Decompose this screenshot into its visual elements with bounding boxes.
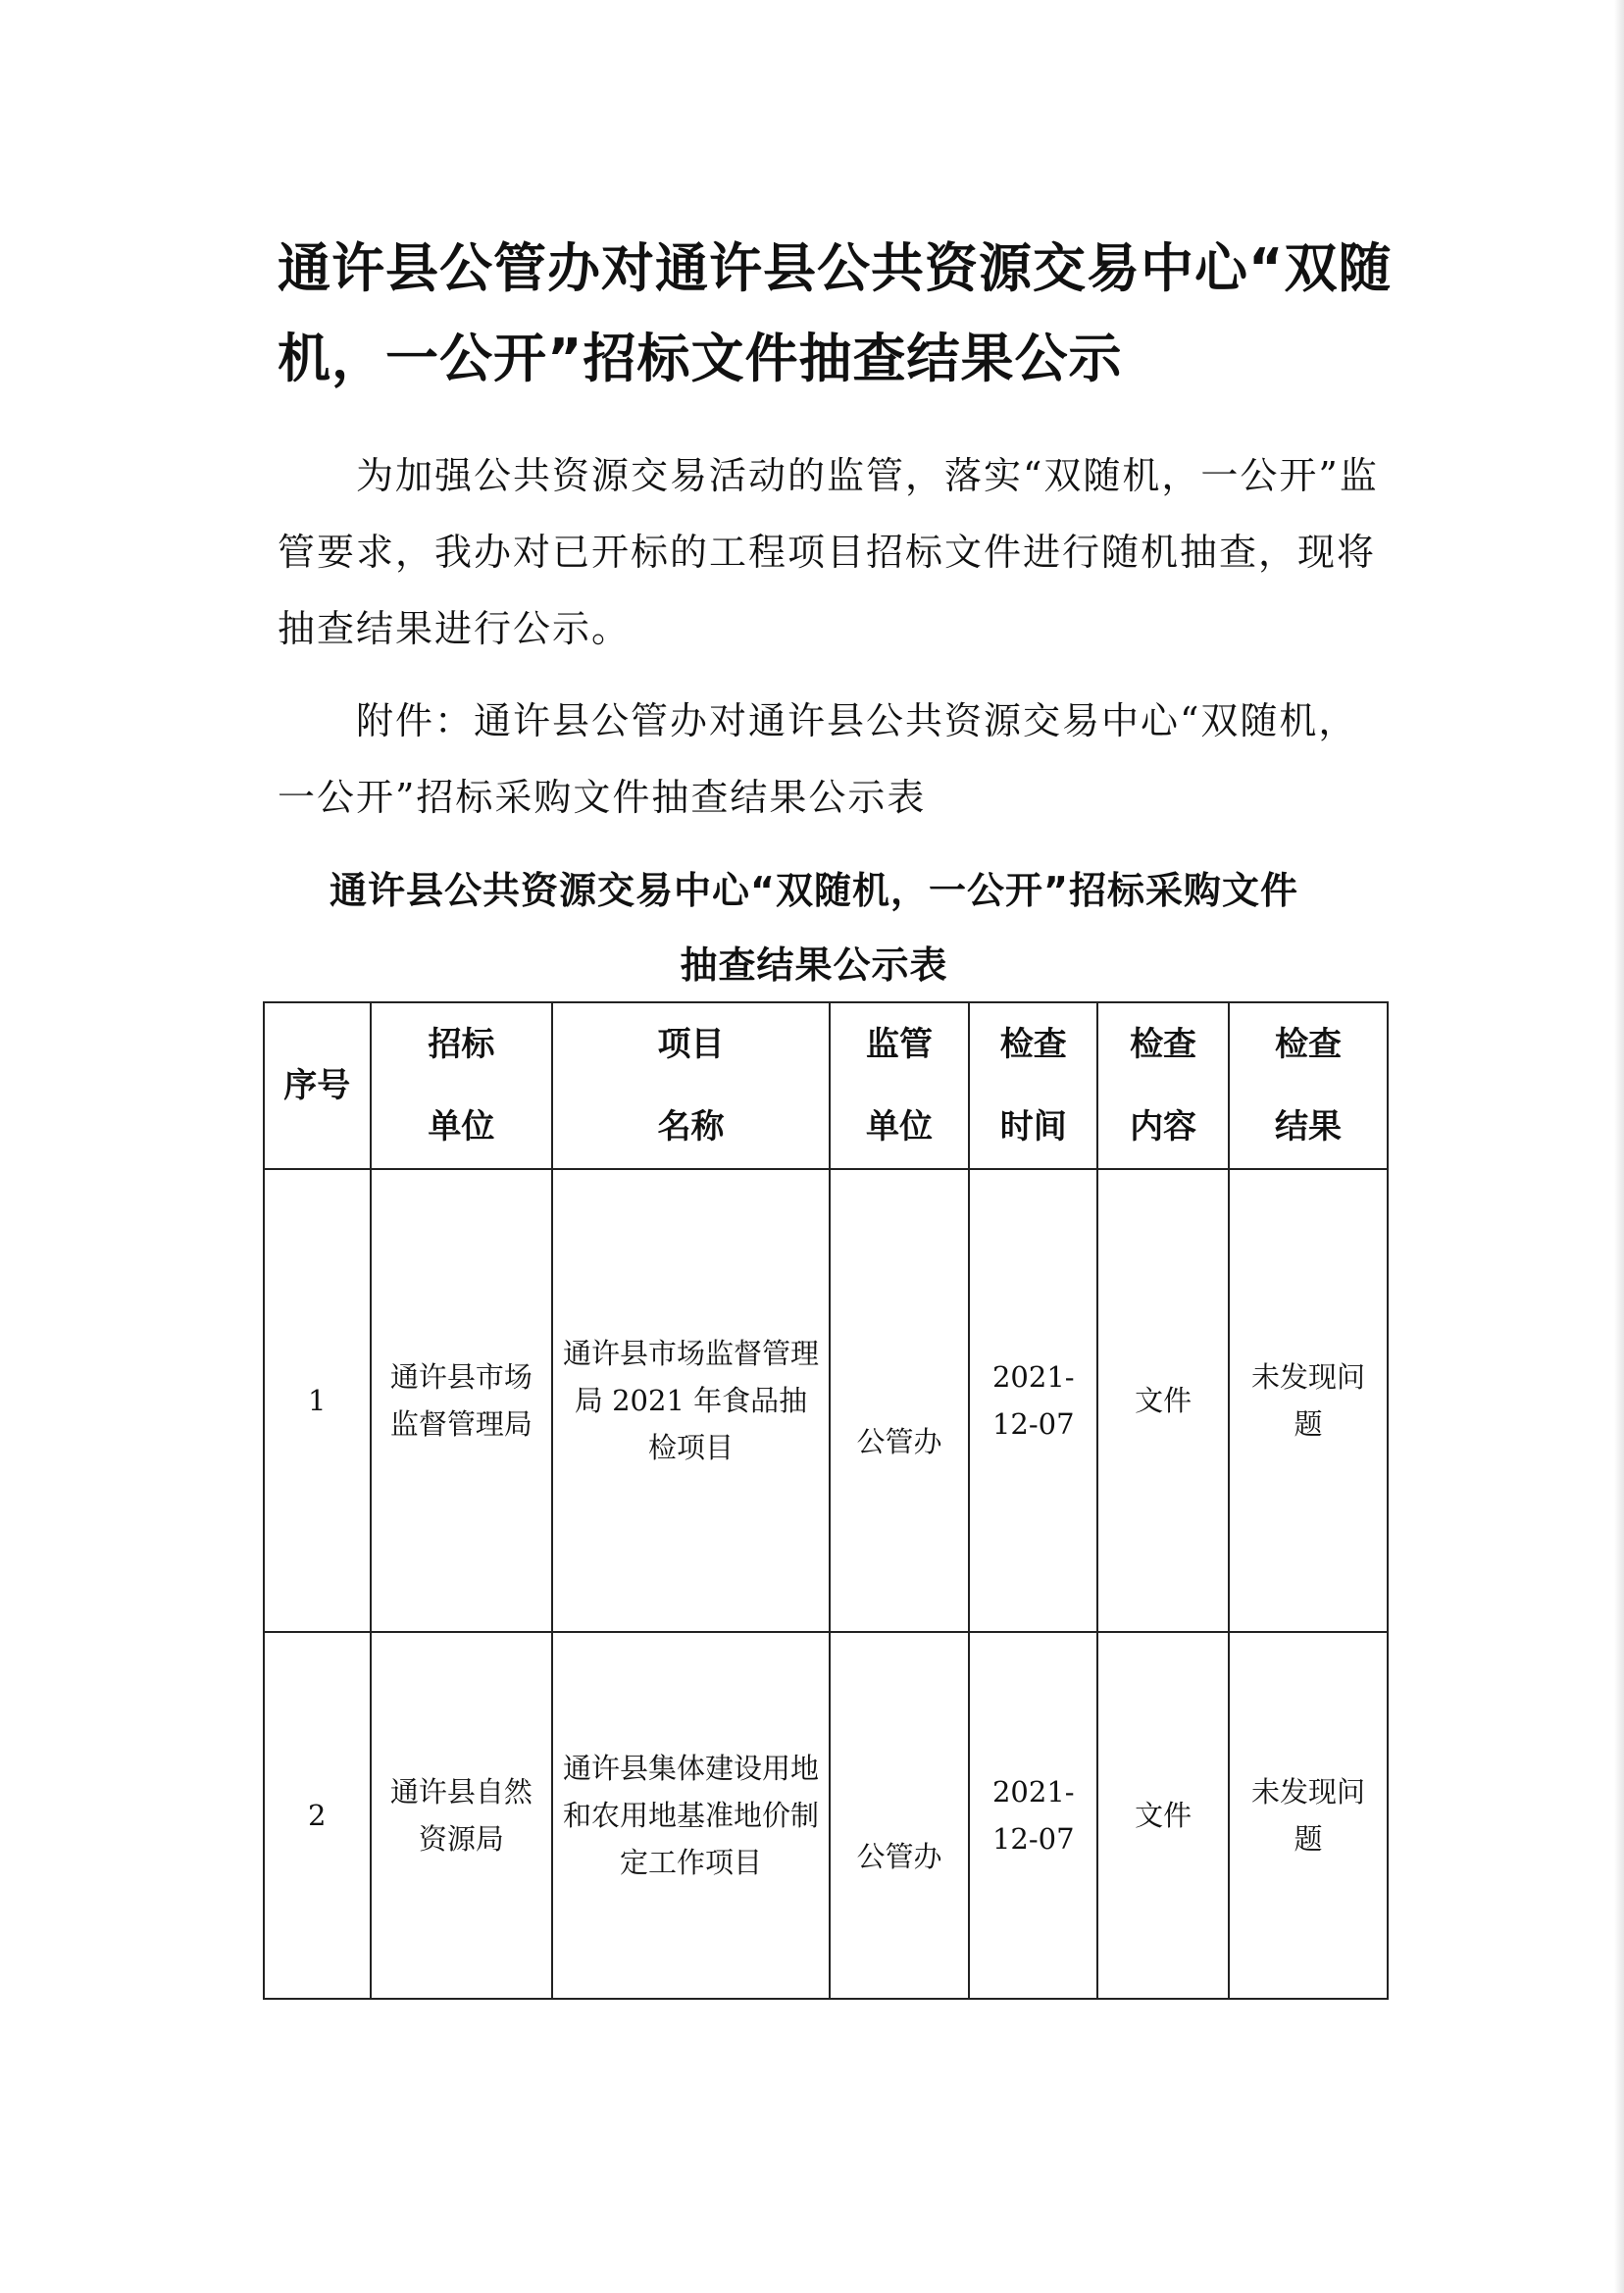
table-title-line-2: 抽查结果公示表 — [680, 943, 948, 987]
table-row — [264, 1169, 1388, 1632]
attachment-paragraph: 附件：通许县公管办对通许县公共资源交易中心“双随机，一公开”招标采购文件抽查结果公示表 — [278, 699, 1358, 819]
result-table — [263, 1001, 1389, 2000]
cell-check-result: 未发现问题 — [1229, 1632, 1388, 1999]
cell-project-name: 通许县市场监督管理局 2021 年食品抽检项目 — [552, 1169, 829, 1632]
cell-supervisor: 公管办 — [830, 1169, 970, 1632]
cell-index: 2 — [264, 1632, 371, 1999]
header-project-name: 项目 名称 — [552, 1002, 829, 1169]
cell-supervisor: 公管办 — [830, 1632, 970, 1999]
cell-tender-unit: 通许县市场监督管理局 — [371, 1169, 553, 1632]
cell-check-result: 未发现问题 — [1229, 1169, 1388, 1632]
document-title — [278, 224, 1396, 404]
header-check-date: 检查 时间 — [969, 1002, 1097, 1169]
header-index: 序号 — [264, 1002, 371, 1169]
document-title-line-2: 机，一公开”招标文件抽查结果公示 — [278, 328, 1123, 389]
scan-edge — [1614, 0, 1624, 2293]
table-row — [264, 1632, 1388, 1999]
table-header-row — [264, 1002, 1388, 1169]
header-check-result: 检查 结果 — [1229, 1002, 1388, 1169]
header-tender-unit: 招标 单位 — [371, 1002, 553, 1169]
cell-index: 1 — [264, 1169, 371, 1632]
header-supervisor: 监管 单位 — [830, 1002, 970, 1169]
cell-project-name: 通许县集体建设用地和农用地基准地价制定工作项目 — [552, 1632, 829, 1999]
document-title-line-1: 通许县公管办对通许县公共资源交易中心“双随 — [278, 237, 1393, 299]
cell-check-date: 2021- 12-07 — [969, 1632, 1097, 1999]
cell-check-content: 文件 — [1097, 1632, 1229, 1999]
cell-check-date: 2021- 12-07 — [969, 1169, 1097, 1632]
table-title — [226, 853, 1402, 1002]
cell-tender-unit: 通许县自然资源局 — [371, 1632, 553, 1999]
cell-check-content: 文件 — [1097, 1169, 1229, 1632]
header-check-content: 检查 内容 — [1097, 1002, 1229, 1169]
body-paragraph-1: 为加强公共资源交易活动的监管，落实“双随机，一公开”监管要求，我办对已开标的工程项目招标文件进行随机抽查，现将抽查结果进行公示。 — [278, 454, 1379, 650]
table-title-line-1: 通许县公共资源交易中心“双随机，一公开”招标采购文件 — [330, 869, 1298, 912]
